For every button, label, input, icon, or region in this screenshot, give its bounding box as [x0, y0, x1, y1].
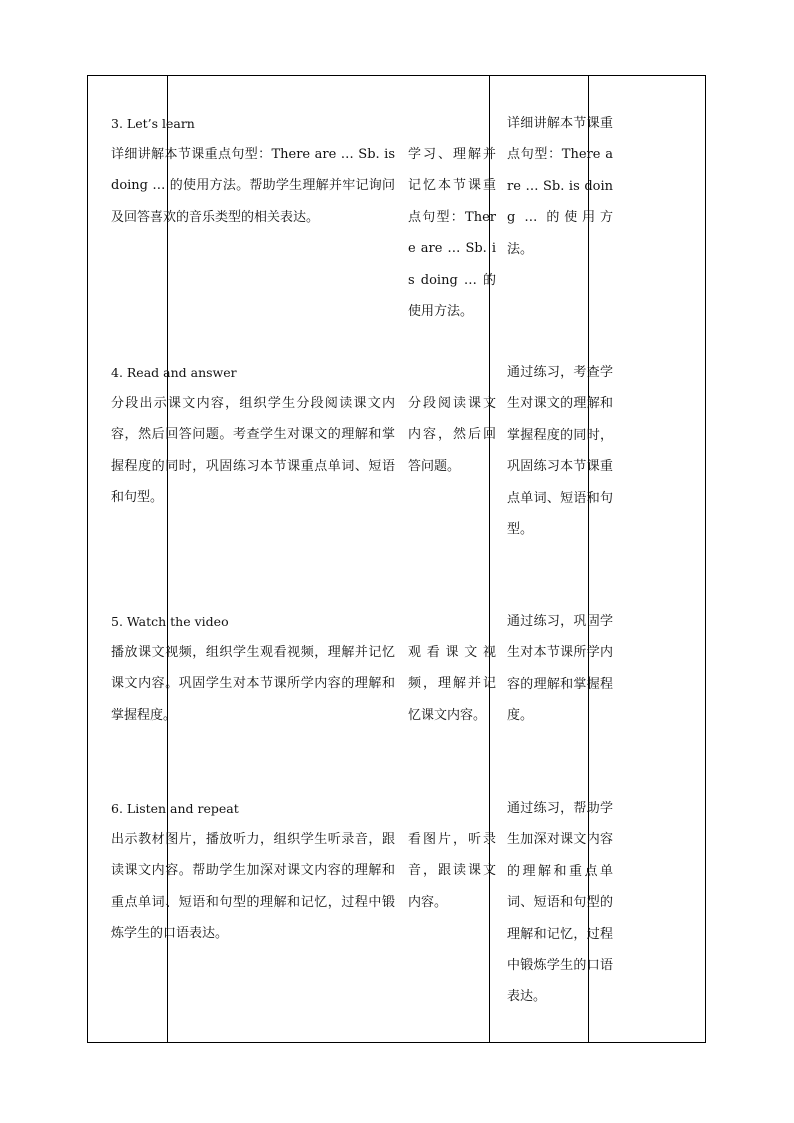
section-title: 5. Watch the video [111, 614, 229, 629]
student-activity: 观看课文视频，理解并记忆课文内容。 [408, 645, 496, 723]
section-title: 3. Let’s learn [111, 116, 195, 131]
design-purpose: 通过练习，帮助学生加深对课文内容的理解和重点单词、短语和句型的理解和记忆，过程中锻炼学生的口语表达。 [507, 801, 613, 1005]
design-purpose: 通过练习，巩固学生对本节课所学内容的理解和掌握程度。 [507, 614, 613, 724]
section-title: 6. Listen and repeat [111, 801, 239, 816]
student-activity: 分段阅读课文内容，然后回答问题。 [408, 396, 496, 474]
section-title: 4. Read and answer [111, 365, 237, 380]
design-purpose: 详细讲解本节课重点句型：There are … Sb. is doing … 的使用方法。 [507, 116, 613, 257]
teacher-activity: 播放课文视频，组织学生观看视频，理解并记忆课文内容。巩固学生对本节课所学内容的理解和掌握程度。 [111, 645, 395, 723]
design-purpose: 通过练习，考查学生对课文的理解和掌握程度的同时，巩固练习本节课重点单词、短语和句型。 [507, 365, 613, 538]
teacher-activity: 出示教材图片，播放听力，组织学生听录音，跟读课文内容。帮助学生加深对课文内容的理解和重点单词、短语和句型的理解和记忆，过程中锻炼学生的口语表达。 [111, 832, 395, 942]
teacher-activity: 分段出示课文内容，组织学生分段阅读课文内容，然后回答问题。考查学生对课文的理解和掌握程度的同时，巩固练习本节课重点单词、短语和句型。 [111, 396, 395, 506]
student-activity: 学习、理解并记忆本节课重点句型：There are … Sb. is doing … 的使用方法。 [408, 147, 496, 320]
teacher-activity: 详细讲解本节课重点句型：There are … Sb. is doing … 的使用方法。帮助学生理解并牢记询问及回答喜欢的音乐类型的相关表达。 [111, 147, 395, 225]
student-activity: 看图片，听录音，跟读课文内容。 [408, 832, 496, 910]
